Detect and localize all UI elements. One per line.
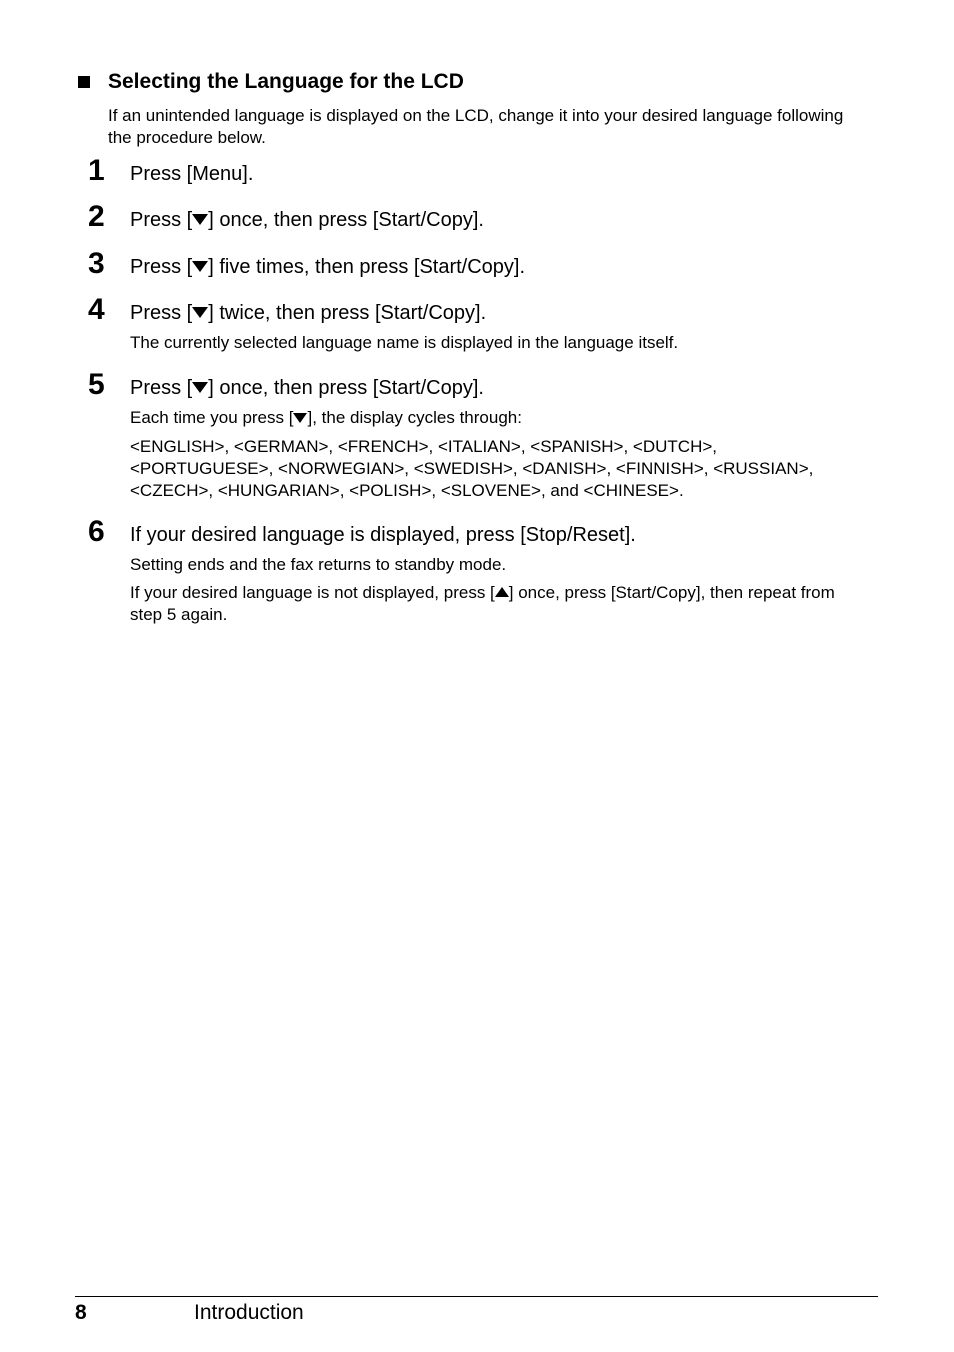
- down-arrow-icon: [192, 382, 208, 393]
- down-arrow-icon: [192, 214, 208, 225]
- step-number-4: 4: [88, 293, 105, 326]
- heading-text: Selecting the Language for the LCD: [108, 70, 464, 93]
- step-text-3: Press [ ] five times, then press [Start/Copy].: [130, 256, 526, 278]
- section-heading: [78, 70, 464, 94]
- step-number-5: 5: [88, 368, 105, 401]
- footer-section-title: Introduction: [194, 1301, 304, 1324]
- language-list: <ENGLISH>, <GERMAN>, <FRENCH>, <ITALIAN>, <SPANISH>, <DUTCH>, <PORTUGUESE>, <NORWEGIAN>, <SWEDISH>, <DANISH>, <FINNISH>, <RUSSIAN>, <CZECH>, <HUNGARIAN>, <POLISH>, <SLOVENE>, and <CHINESE>.: [130, 437, 814, 500]
- up-arrow-icon: [495, 587, 509, 597]
- square-bullet-icon: [78, 76, 90, 88]
- step-6-note: Setting ends and the fax returns to standby mode.: [130, 555, 507, 574]
- step-text-5: Press [ ] once, then press [Start/Copy].: [130, 377, 484, 399]
- step-text-4: Press [ ] twice, then press [Start/Copy].: [130, 302, 487, 324]
- step-number-6: 6: [88, 515, 105, 548]
- step-5-note: Each time you press [ ], the display cycles through:: [130, 408, 522, 427]
- down-arrow-icon: [192, 307, 208, 318]
- step-6-note-2: If your desired language is not displayed, press [ ] once, press [Start/Copy], then repeat from step 5 again.: [130, 583, 835, 624]
- step-4-note: The currently selected language name is displayed in the language itself.: [130, 333, 679, 352]
- step-text-6: If your desired language is displayed, press [Stop/Reset].: [130, 524, 636, 546]
- step-number-1: 1: [88, 154, 105, 187]
- step-number-3: 3: [88, 247, 105, 280]
- intro-paragraph: If an unintended language is displayed on the LCD, change it into your desired language following the procedure below.: [108, 106, 844, 147]
- step-text-2: Press [ ] once, then press [Start/Copy].: [130, 209, 484, 231]
- step-number-2: 2: [88, 200, 105, 233]
- step-text-1: Press [Menu].: [130, 163, 254, 185]
- footer-divider: [75, 1296, 878, 1297]
- down-arrow-icon: [192, 261, 208, 272]
- page-number: 8: [75, 1301, 87, 1324]
- down-arrow-icon: [293, 413, 307, 423]
